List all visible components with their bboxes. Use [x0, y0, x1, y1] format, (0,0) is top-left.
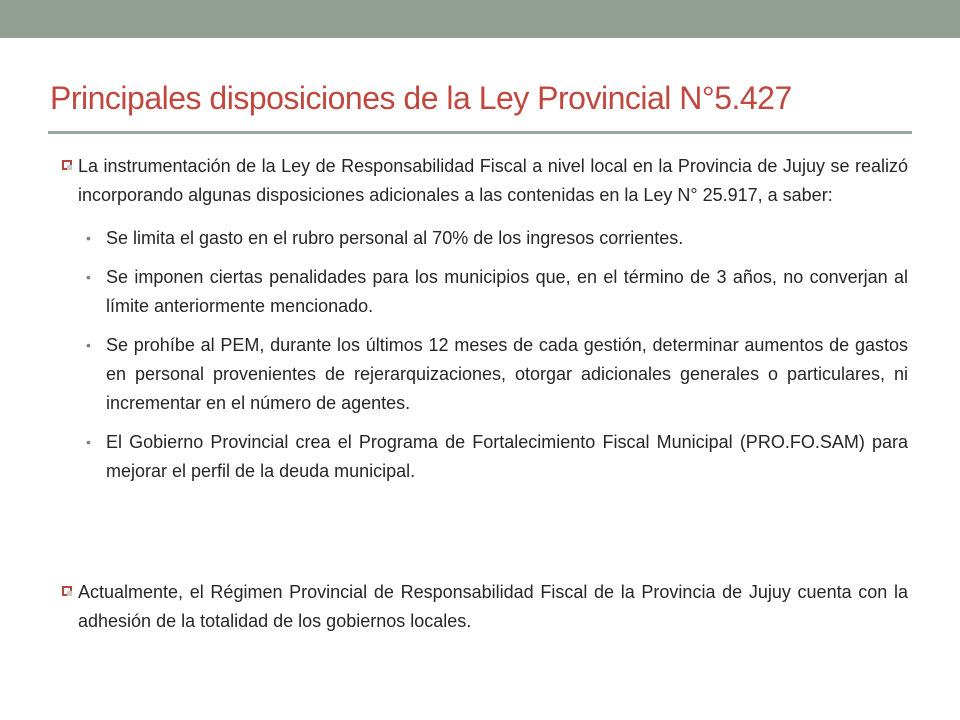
bullet-dot-icon: • — [86, 230, 91, 246]
slide-body — [62, 152, 908, 631]
top-color-band — [0, 0, 960, 38]
slide-title: Principales disposiciones de la Ley Provincial N°5.427 — [50, 80, 792, 116]
bullet-dot-icon: • — [86, 269, 91, 285]
bullet-text: Se imponen ciertas penalidades para los municipios que, en el término de 3 años, no converjan al límite anteriormente mencionado. — [106, 267, 908, 316]
title-divider — [48, 131, 912, 134]
bullet-dot-icon: • — [86, 337, 91, 353]
paragraph-1 — [62, 152, 908, 210]
paragraph-1-text: La instrumentación de la Ley de Responsabilidad Fiscal a nivel local en la Provincia de Jujuy se realizó incorporando algunas disposiciones adicionales a las contenidas en la Ley N° 25.917, a saber: — [78, 156, 908, 205]
bullet-list — [62, 224, 908, 486]
bullet-text: El Gobierno Provincial crea el Programa de Fortalecimiento Fiscal Municipal (PRO.FO.SAM) para mejorar el perfil de la deuda municipal. — [106, 432, 908, 481]
bullet-dot-icon: • — [86, 434, 91, 450]
bullet-item — [86, 263, 908, 321]
checkbox-square-icon — [62, 586, 72, 596]
bullet-item — [86, 428, 908, 486]
bullet-text: Se limita el gasto en el rubro personal al 70% de los ingresos corrientes. — [106, 228, 684, 248]
bullet-item — [86, 224, 908, 253]
paragraph-2-text: Actualmente, el Régimen Provincial de Responsabilidad Fiscal de la Provincia de Jujuy cuenta con la adhesión de la totalidad de los gobiernos locales. — [78, 582, 908, 631]
checkbox-square-icon — [62, 160, 72, 170]
bullet-text: Se prohíbe al PEM, durante los últimos 12 meses de cada gestión, determinar aumentos de gastos en personal provenientes de rejerarquizaciones, otorgar adicionales generales o particulares, ni incrementar en el número de agentes. — [106, 335, 908, 413]
bullet-item — [86, 331, 908, 418]
paragraph-2 — [62, 578, 908, 636]
